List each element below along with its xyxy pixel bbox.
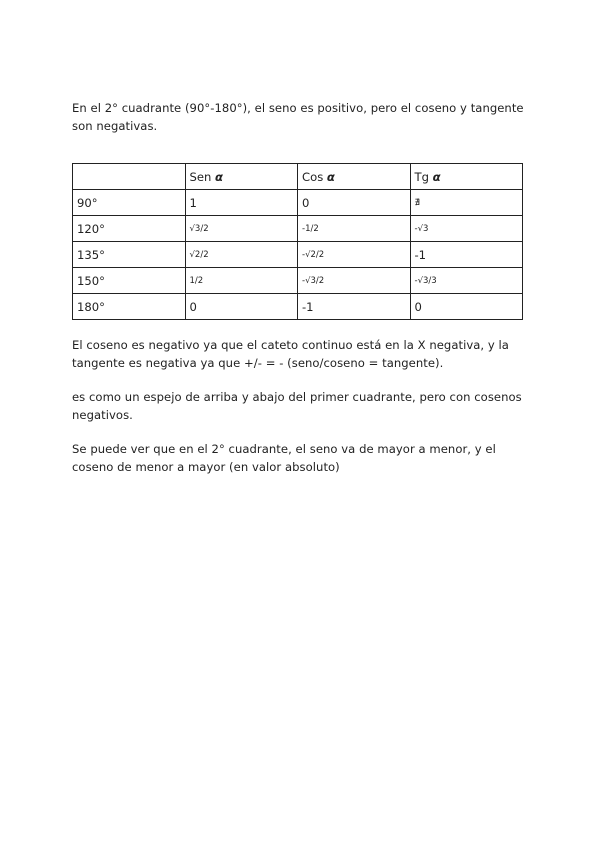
- table-row: [73, 268, 523, 294]
- header-label: Tg: [414, 169, 429, 184]
- header-label: Cos: [302, 169, 324, 184]
- document-page: [72, 100, 524, 493]
- tg-cell: 0: [410, 294, 523, 320]
- angle-cell: 120°: [73, 216, 186, 242]
- sen-cell: √3/2: [185, 216, 298, 242]
- header-cell-sen: [185, 164, 298, 190]
- cos-cell: -√3/2: [298, 268, 411, 294]
- cos-cell: -1: [298, 294, 411, 320]
- table-row: [73, 216, 523, 242]
- summary-paragraph: Se puede ver que en el 2° cuadrante, el seno va de mayor a menor, y el coseno de menor a mayor (en valor absoluto): [72, 442, 496, 474]
- tg-cell: -√3: [410, 216, 523, 242]
- table-row: [73, 190, 523, 216]
- sen-cell: √2/2: [185, 242, 298, 268]
- header-cell-empty: [73, 164, 186, 190]
- table-header-row: [73, 164, 523, 190]
- table-row: [73, 294, 523, 320]
- tg-cell: -1: [410, 242, 523, 268]
- mirror-paragraph: es como un espejo de arriba y abajo del primer cuadrante, pero con cosenos negativos.: [72, 390, 522, 422]
- header-label: Sen: [189, 169, 212, 184]
- angle-cell: 180°: [73, 294, 186, 320]
- explanation-paragraph: El coseno es negativo ya que el cateto continuo está en la X negativa, y la tangente es negativa ya que +/- = - (seno/coseno = tangente).: [72, 338, 509, 370]
- alpha-symbol: α: [432, 169, 441, 184]
- tg-cell: ∄: [410, 190, 523, 216]
- header-cell-cos: [298, 164, 411, 190]
- cos-cell: -1/2: [298, 216, 411, 242]
- sen-cell: 1: [185, 190, 298, 216]
- intro-paragraph: En el 2° cuadrante (90°-180°), el seno es positivo, pero el coseno y tangente son negativas.: [72, 101, 524, 133]
- alpha-symbol: α: [215, 169, 223, 184]
- angle-cell: 90°: [73, 190, 186, 216]
- angle-cell: 135°: [73, 242, 186, 268]
- cos-cell: 0: [298, 190, 411, 216]
- header-cell-tg: [410, 164, 523, 190]
- angle-cell: 150°: [73, 268, 186, 294]
- trig-values-table: [72, 163, 523, 320]
- alpha-symbol: α: [326, 169, 335, 184]
- table-row: [73, 242, 523, 268]
- sen-cell: 1/2: [185, 268, 298, 294]
- cos-cell: -√2/2: [298, 242, 411, 268]
- sen-cell: 0: [185, 294, 298, 320]
- tg-cell: -√3/3: [410, 268, 523, 294]
